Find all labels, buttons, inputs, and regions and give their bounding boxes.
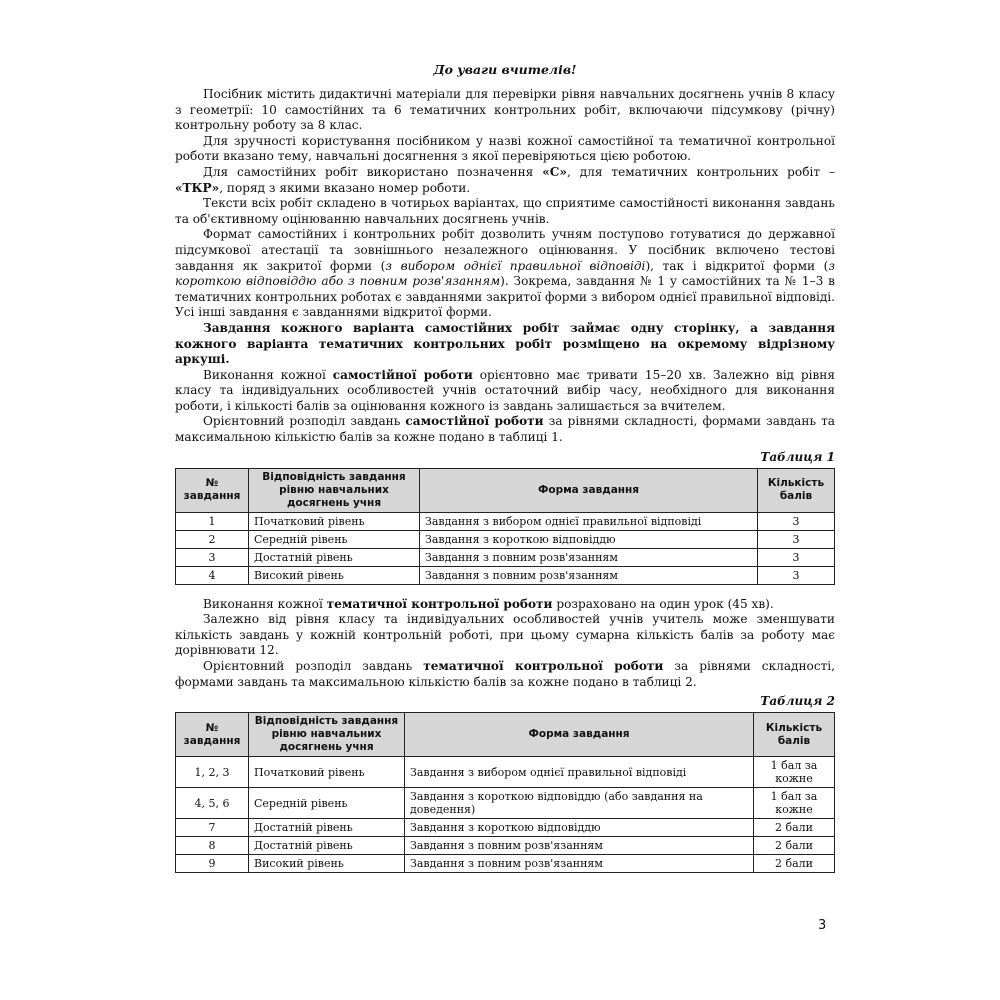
table-row	[176, 757, 835, 788]
table-cell: Високий рівень	[249, 855, 405, 873]
bold-span: самостійної роботи	[405, 414, 544, 429]
text-span: Виконання кожної	[203, 596, 327, 611]
table-cell: Середній рівень	[249, 788, 405, 819]
table-row	[176, 855, 835, 873]
table-header-row	[176, 713, 835, 757]
table-row	[176, 530, 835, 548]
table-header-cell: Відповідність завдання рівню навчальних досягнень учня	[249, 468, 420, 512]
paragraph-5	[175, 227, 835, 321]
table-cell: Достатній рівень	[249, 837, 405, 855]
table-cell: Початковий рівень	[249, 512, 420, 530]
table-header-cell: № завдання	[176, 468, 249, 512]
paragraph-7	[175, 368, 835, 415]
paragraph-11	[175, 659, 835, 690]
page-heading: До уваги вчителів!	[433, 62, 577, 77]
text-span: , для тематичних контрольних робіт –	[566, 164, 835, 179]
table-header-cell: № завдання	[176, 713, 249, 757]
table-cell: Завдання з короткою відповіддю (або завдання на доведення)	[405, 788, 754, 819]
table-cell: Достатній рівень	[249, 819, 405, 837]
table-1-caption: Таблиця 1	[760, 449, 835, 464]
table-cell: Завдання з вибором однієї правильної відповіді	[420, 512, 758, 530]
table-header-row	[176, 468, 835, 512]
table-cell: Завдання з повним розв'язанням	[420, 548, 758, 566]
table-cell: 3	[758, 512, 835, 530]
table-cell: 1 бал за кожне	[754, 788, 835, 819]
page-content	[175, 62, 835, 873]
italic-span: з короткою відповіддю або з повним розв'язанням	[175, 258, 836, 289]
text-span: орієнтовно має тривати 15–20 хв. Залежно від рівня класу та індивідуальних особливостей учнів остаточний вибір часу, необхідного для виконання роботи, і кількості балів за оцінювання кожного із завдань залишається за вчителем.	[175, 367, 835, 413]
table-cell: 3	[758, 530, 835, 548]
paragraph-2: Для зручності користування посібником у назві кожної самостійної та тематичної контрольної роботи вказано тему, навчальні досягнення з якої перевіряються цією роботою.	[175, 133, 835, 164]
text-span: розраховано на один урок (45 хв).	[552, 596, 774, 611]
table-cell: Завдання з повним розв'язанням	[405, 837, 754, 855]
table-cell: 1	[176, 512, 249, 530]
table-row	[176, 548, 835, 566]
table-cell: 4, 5, 6	[176, 788, 249, 819]
table-header-cell: Відповідність завдання рівню навчальних досягнень учня	[249, 713, 405, 757]
bold-span: тематичної контрольної роботи	[326, 596, 553, 611]
table-cell: 2 бали	[754, 819, 835, 837]
text-span: Формат самостійних і контрольних робіт дозволить учням поступово готуватися до державної підсумкової атестації та зовнішнього незалежного оцінювання. У посібник включено тестові завдання як закритої форми (	[175, 227, 835, 273]
table-cell: Завдання з вибором однієї правильної відповіді	[405, 757, 754, 788]
paragraph-10: Залежно від рівня класу та індивідуальних особливостей учнів учитель може зменшувати кількість завдань у кожній контрольній роботі, при цьому сумарна кількість балів за роботу має дорівнювати 12.	[175, 612, 835, 658]
bold-span: самостійної роботи	[332, 367, 473, 382]
table-cell: 1 бал за кожне	[754, 757, 835, 788]
table-2	[175, 712, 835, 873]
table-cell: 3	[758, 566, 835, 584]
paragraph-9	[175, 597, 835, 613]
table-cell: 7	[176, 819, 249, 837]
table-cell: Високий рівень	[249, 566, 420, 584]
table-header-cell: Форма завдання	[420, 468, 758, 512]
paragraph-4: Тексти всіх робіт складено в чотирьох варіантах, що сприятиме самостійності виконання завдань та об'єктивному оцінюванню навчальних досягнень учнів.	[175, 196, 835, 226]
table-cell: Достатній рівень	[249, 548, 420, 566]
table-row	[176, 512, 835, 530]
table-cell: 9	[176, 855, 249, 873]
table-2-caption: Таблиця 2	[760, 694, 835, 709]
bold-span: «С»	[542, 164, 567, 179]
table-cell: Завдання з короткою відповіддю	[420, 530, 758, 548]
table-cell: 2	[176, 530, 249, 548]
table-row	[176, 819, 835, 837]
table-header-cell: Кількість балів	[758, 468, 835, 512]
table-cell: Завдання з короткою відповіддю	[405, 819, 754, 837]
table-header-cell: Кількість балів	[754, 713, 835, 757]
table-header-cell: Форма завдання	[405, 713, 754, 757]
table-cell: 8	[176, 837, 249, 855]
table-cell: 3	[758, 548, 835, 566]
text-span: Виконання кожної	[203, 367, 333, 382]
table-cell: Середній рівень	[249, 530, 420, 548]
table-cell: 2 бали	[754, 855, 835, 873]
paragraph-6	[175, 321, 835, 368]
bold-span: «ТКР»	[175, 180, 220, 195]
page-number: 3	[818, 918, 827, 933]
table-cell: Завдання з повним розв'язанням	[405, 855, 754, 873]
text-span: за рівнями складності, формами завдань та максимальною кількістю балів за кожне подано в таблиці 1.	[175, 414, 835, 445]
table-1	[175, 468, 835, 585]
table-cell: 4	[176, 566, 249, 584]
table-row	[176, 566, 835, 584]
paragraph-3	[175, 165, 835, 196]
table-row	[176, 837, 835, 855]
text-span: ). Зокрема, завдання № 1 у самостійних та № 1–3 в тематичних контрольних роботах є завданнями закритої форми з вибором однієї правильної відповіді. Усі інші завдання є завданнями відкритої форми.	[175, 274, 835, 320]
paragraph-1: Посібник містить дидактичні матеріали для перевірки рівня навчальних досягнень учнів 8 класу з геометрії: 10 самостійних та 6 тематичних контрольних робіт, включаючи підсумкову (річну) контрольну роботу за 8 клас.	[175, 87, 835, 133]
text-span: Орієнтовний розподіл завдань	[203, 659, 424, 674]
italic-span: з вибором однієї правильної відповіді	[385, 258, 646, 273]
text-span: Для самостійних робіт використано позначення	[203, 164, 543, 179]
table-cell: Завдання з повним розв'язанням	[420, 566, 758, 584]
table-cell: Початковий рівень	[249, 757, 405, 788]
paragraph-8	[175, 414, 835, 445]
table-cell: 3	[176, 548, 249, 566]
bold-span: тематичної контрольної роботи	[423, 659, 664, 674]
table-cell: 1, 2, 3	[176, 757, 249, 788]
text-span: за рівнями складності, формами завдань та максимальною кількістю балів за кожне подано в таблиці 2.	[175, 659, 835, 689]
text-span: Орієнтовний розподіл завдань	[203, 414, 406, 429]
table-row	[176, 788, 835, 819]
bold-span: Завдання кожного варіанта самостійних робіт займає одну сторінку, а завдання кожного варіанта тематичних контрольних робіт розміщено на окремому відрізному аркуші.	[175, 320, 835, 367]
text-span: , поряд з якими вказано номер роботи.	[219, 180, 471, 195]
text-span: ), так і відкритої форми (	[645, 258, 829, 273]
table-cell: 2 бали	[754, 837, 835, 855]
